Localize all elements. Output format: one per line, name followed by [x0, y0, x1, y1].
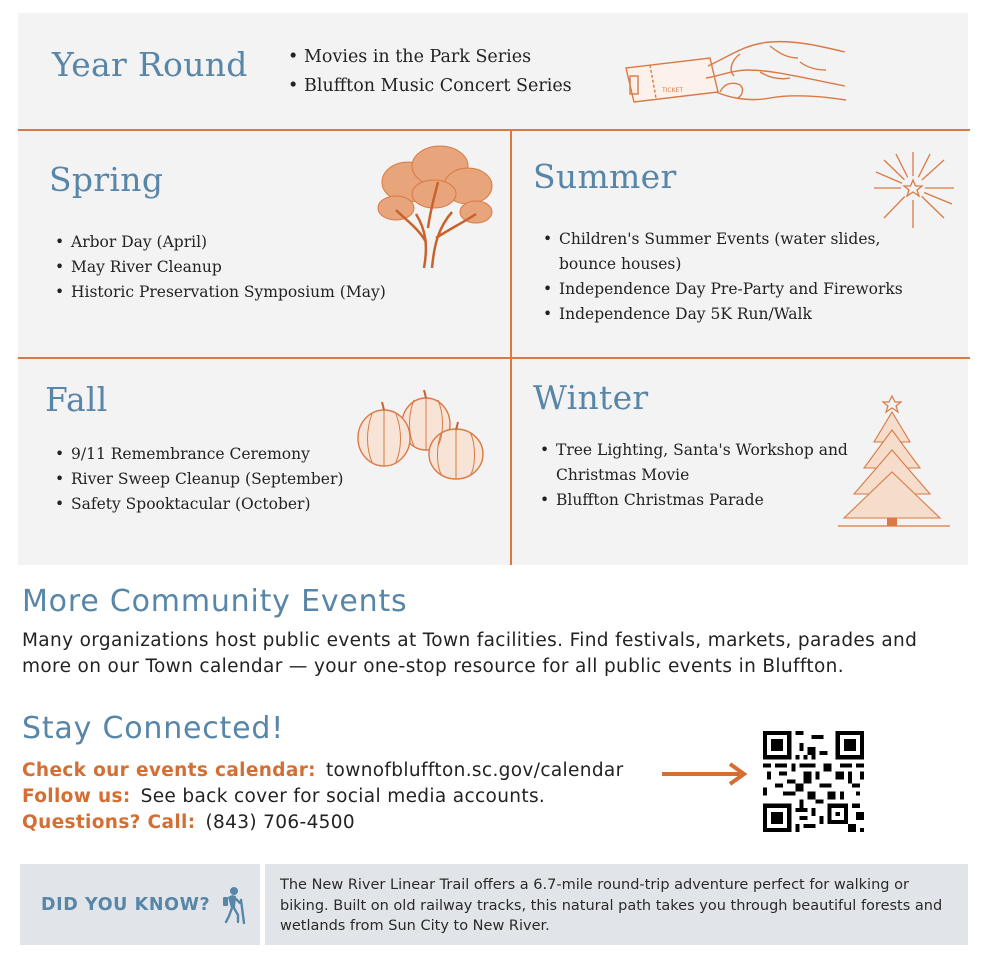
fact-box — [265, 864, 968, 945]
divider — [18, 357, 970, 359]
list-item: • Independence Day 5K Run/Walk — [541, 302, 911, 327]
calendar-row — [22, 760, 624, 781]
list-item: • Movies in the Park Series — [286, 43, 572, 72]
ticket-hand-illustration — [620, 36, 852, 108]
list-item: • Independence Day Pre-Party and Fireworks — [541, 277, 911, 302]
calendar-link[interactable]: townofbluffton.sc.gov/calendar — [325, 760, 624, 781]
community-text: Many organizations host public events at Town facilities. Find festivals, markets, parades and more on our Town calendar — your one-stop resource for all public events in Bluffton. — [22, 630, 918, 677]
summer-list — [541, 227, 911, 327]
fall-list — [53, 442, 343, 517]
follow-row — [22, 786, 545, 807]
list-item: • Arbor Day (April) — [53, 230, 386, 255]
phone-number[interactable]: (843) 706-4500 — [205, 812, 356, 833]
list-item: • Bluffton Music Concert Series — [286, 72, 572, 101]
call-row — [22, 812, 355, 833]
divider — [18, 129, 970, 131]
christmas-tree-illustration — [834, 394, 954, 530]
call-label: Questions? Call: — [22, 812, 196, 833]
fall-title: Fall — [45, 380, 108, 419]
pumpkins-illustration — [356, 390, 486, 482]
fact-text: The New River Linear Trail offers a 6.7-mile round-trip adventure perfect for walking or biking. Built on old railway tracks, this natural path takes you through beautiful forests and wetlands from Sun City to New River. — [280, 877, 943, 934]
list-item: • Bluffton Christmas Parade — [538, 488, 858, 513]
community-title: More Community Events — [22, 584, 408, 619]
summer-title: Summer — [533, 157, 677, 196]
winter-list — [538, 438, 858, 513]
list-item: • Children's Summer Events (water slides, bounce houses) — [541, 227, 911, 277]
winter-title: Winter — [533, 378, 649, 417]
spring-title: Spring — [49, 160, 164, 199]
list-item: • Historic Preservation Symposium (May) — [53, 280, 386, 305]
spring-list — [53, 230, 386, 305]
tree-illustration — [372, 142, 496, 270]
list-item: • Tree Lighting, Santa's Workshop and Christmas Movie — [538, 438, 858, 488]
connected-title: Stay Connected! — [22, 711, 285, 746]
calendar-label: Check our events calendar: — [22, 760, 316, 781]
list-item: • May River Cleanup — [53, 255, 386, 280]
follow-text: See back cover for social media accounts. — [140, 786, 546, 807]
follow-label: Follow us: — [22, 786, 131, 807]
divider — [510, 130, 512, 565]
list-item: • Safety Spooktacular (October) — [53, 492, 343, 517]
did-you-know-box — [20, 864, 260, 945]
list-item: • River Sweep Cleanup (September) — [53, 467, 343, 492]
year-round-title: Year Round — [52, 45, 248, 84]
did-you-know-label: DID YOU KNOW? — [41, 895, 211, 915]
hiker-icon — [220, 886, 248, 924]
fireworks-icon — [868, 148, 958, 232]
arrow-right-icon — [660, 762, 750, 786]
list-item: • 9/11 Remembrance Ceremony — [53, 442, 343, 467]
ticket-text: TICKET — [662, 87, 684, 94]
year-round-list — [286, 43, 572, 101]
qr-code[interactable] — [763, 731, 864, 832]
